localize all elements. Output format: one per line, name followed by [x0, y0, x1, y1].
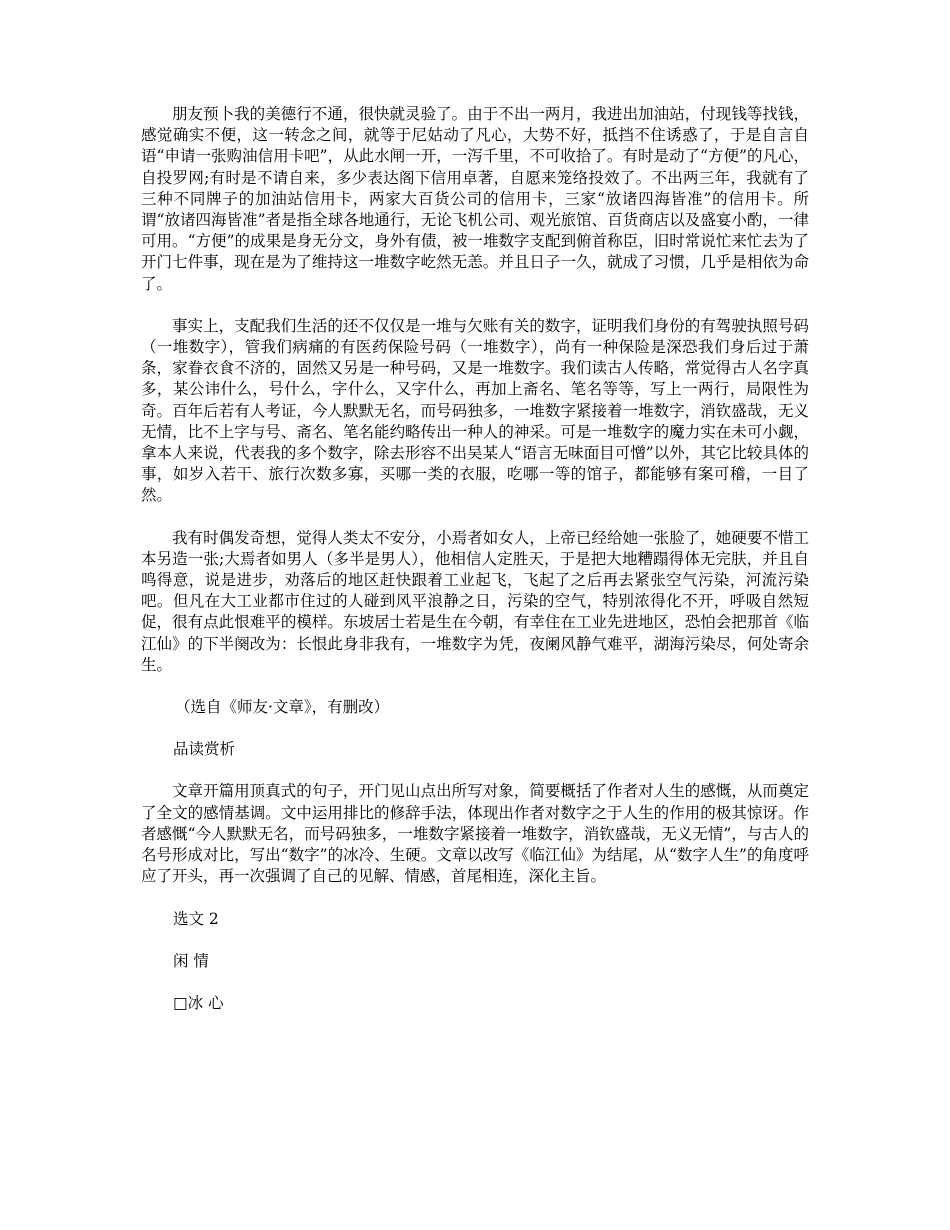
paragraph-gap: [141, 676, 809, 697]
paragraph-gap: [141, 972, 809, 993]
selection-label: 选文 2: [173, 909, 219, 928]
document-page: [141, 104, 809, 1014]
paragraph-analysis: 文章开篇用顶真式的句子，开门见山点出所写对象，简要概括了作者对人生的感慨，从而奠定了全文的感情基调。文中运用排比的修辞手法，体现出作者对数字之于人生的作用的极其惊讶。作者感慨“今人默默无名，而号码独多，一堆数字紧接着一堆数字，消钦盛哉，无义无情”，与古人的名号形成对比，写出“数字”的冰冷、生硬。文章以改写《临江仙》为结尾，从“数字人生”的角度呼应了开头，再一次强调了自己的见解、情感，首尾相连，深化主旨。: [141, 782, 809, 886]
paragraph-gap: [141, 760, 809, 781]
paragraph-credit-cards: 朋友预卜我的美德行不通，很快就灵验了。由于不出一两月，我进出加油站，付现钱等找钱，感觉确实不便，这一转念之间，就等于尼姑动了凡心，大势不好，抵挡不住诱惑了，于是自言自语“申请一张购油信用卡吧”，从此水闸一开，一泻千里，不可收拾了。有时是动了“方便”的凡心，自投罗网;有时是不请自来，多少表达阁下信用卓著，自愿来笼络投效了。不出两三年，我就有了三种不同牌子的加油站信用卡，两家大百货公司的信用卡，三家“放诸四海皆准”的信用卡。所谓“放诸四海皆准”者是指全球各地通行，无论飞机公司、观光旅馆、百货商店以及盛宴小酌，一律可用。“方便”的成果是身无分文，身外有债，被一堆数字支配到俯首称臣，旧时常说忙来忙去为了开门七件事，现在是为了维持这一堆数字屹然无恙。并且日子一久，就成了习惯，几乎是相依为命了。: [141, 105, 809, 293]
paragraph-gap: [141, 930, 809, 951]
paragraph-pollution: 我有时偶发奇想，觉得人类太不安分，小焉者如女人，上帝已经给她一张脸了，她硬要不惜工本另造一张;大焉者如男人（多半是男人），他相信人定胜天，于是把大地糟蹋得体无完肤，并且自鸣得意，说是进步，劝落后的地区赶快跟着工业起飞，飞起了之后再去紧张空气污染，河流污染吧。但凡在大工业都市住过的人碰到风平浪静之日，污染的空气，特别浓得化不开，呼吸自然短促，很有点此恨难平的模样。东坡居士若是生在今朝，有幸住在工业先进地区，恐怕会把那首《临江仙》的下半阕改为：长恨此身非我有，一堆数字为凭，夜阑风静气难平，湖海污染尽，何处寄余生。: [141, 528, 809, 674]
paragraph-gap: [141, 507, 809, 528]
paragraph-numbers: 事实上，支配我们生活的还不仅仅是一堆与欠账有关的数字，证明我们身份的有驾驶执照号码（一堆数字），管我们病痛的有医药保险号码（一堆数字），尚有一种保险是深恐我们身后过于萧条，家眷衣食不济的，固然又另是一种号码，又是一堆数字。我们读古人传略，常觉得古人名字真多，某公讳什么，号什么，字什么，又字什么，再加上斋名、笔名等等，写上一两行，局限性为奇。百年后若有人考证，今人默默无名，而号码独多，一堆数字紧接着一堆数字，消钦盛哉，无义无情，比不上字与号、斋名、笔名能约略传出一种人的神采。可是一堆数字的魔力实在未可小觑，拿本人来说，代表我的多个数字，除去形容不出吴某人“语言无味面目可憎”以外，其它比较具体的事，如岁入若干、旅行次数多寡，买哪一类的衣服，吃哪一等的馆子，都能够有案可稽，一目了然。: [141, 316, 809, 505]
paragraph-gap: [141, 718, 809, 739]
essay-title: 闲 情: [173, 951, 209, 970]
paragraph-gap: [141, 888, 809, 909]
essay-author: □冰 心: [173, 993, 224, 1012]
source-note: （选自《师友·文章》，有删改）: [175, 698, 390, 717]
paragraph-gap: [141, 295, 809, 316]
analysis-heading: 品读赏析: [173, 740, 236, 759]
